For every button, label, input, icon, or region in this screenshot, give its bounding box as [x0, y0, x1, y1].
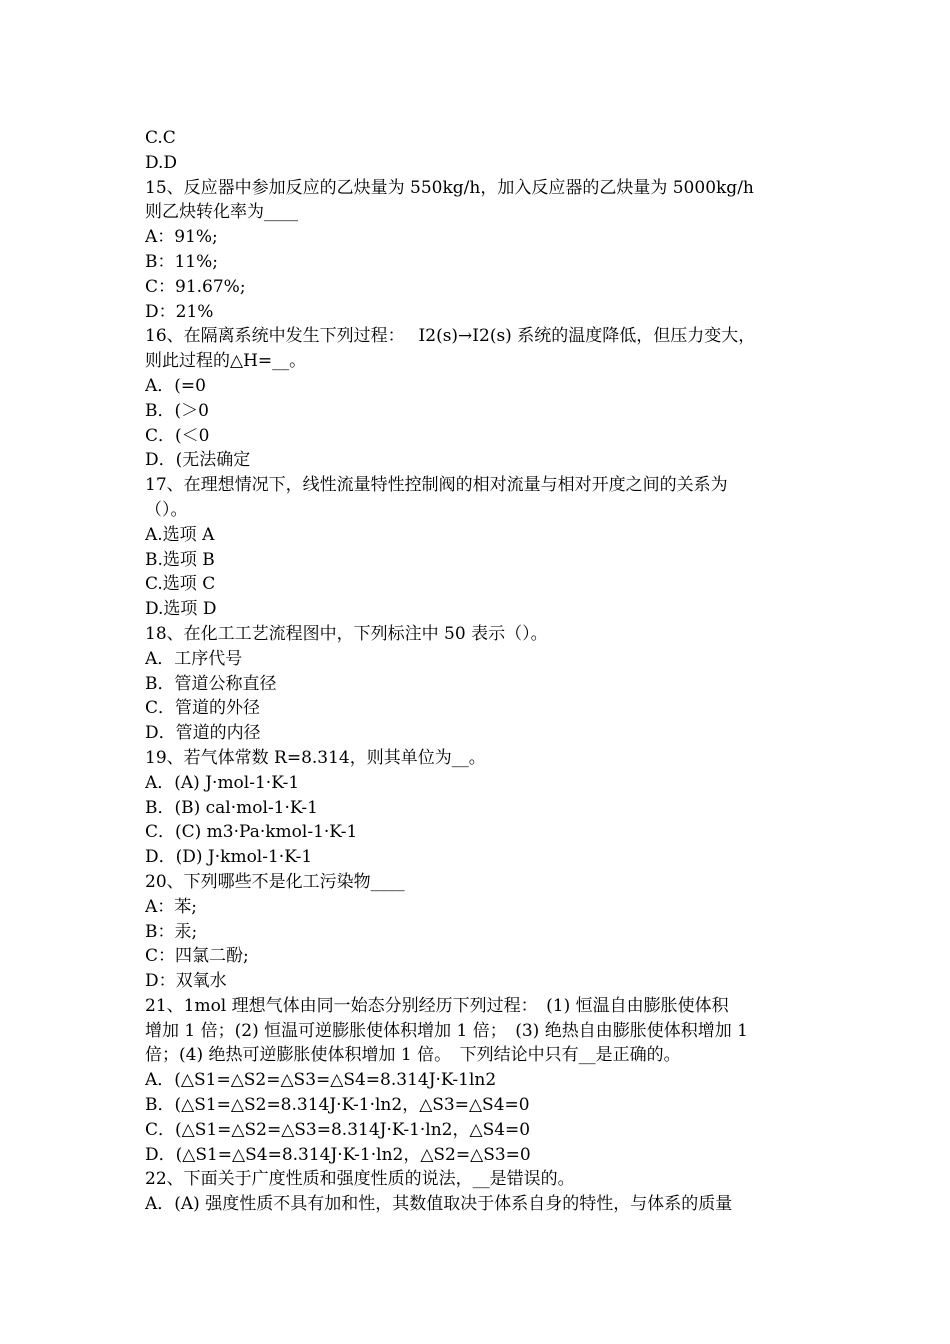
- question-20-text: 20、下列哪些不是化工污染物____: [145, 871, 405, 892]
- question-18-option-a: A．工序代号: [145, 648, 243, 669]
- question-21-text-cont-1: 增加 1 倍；(2) 恒温可逆膨胀使体积增加 1 倍； (3) 绝热自由膨胀使体积增加 1: [145, 1020, 748, 1041]
- question-17-option-c: C.选项 C: [145, 574, 216, 595]
- question-21-text-cont-2: 倍；(4) 绝热可逆膨胀使体积增加 1 倍。 下列结论中只有__是正确的。: [145, 1045, 681, 1066]
- question-21-option-a: A．(△S1=△S2=△S3=△S4=8.314J·K-1ln2: [145, 1070, 497, 1091]
- question-15-text-cont: 则乙炔转化率为____: [145, 202, 298, 223]
- question-21-option-d: D．(△S1=△S4=8.314J·K-1·ln2，△S2=△S3=0: [145, 1144, 531, 1165]
- question-16-option-d: D．(无法确定: [145, 450, 251, 471]
- question-19-text: 19、若气体常数 R=8.314，则其单位为__。: [145, 747, 486, 768]
- question-17-option-d: D.选项 D: [145, 599, 217, 620]
- question-20-option-a: A：苯;: [145, 896, 198, 917]
- question-19-option-a: A．(A) J·mol-1·K-1: [145, 772, 300, 793]
- question-22-option-a: A．(A) 强度性质不具有加和性，其数值取决于体系自身的特性，与体系的质量: [145, 1194, 733, 1215]
- question-20-option-d: D：双氧水: [145, 971, 227, 992]
- question-15-text: 15、反应器中参加反应的乙炔量为 550kg/h，加入反应器的乙炔量为 5000kg/h: [145, 177, 754, 198]
- option-d: D.D: [145, 152, 178, 173]
- question-17-text-cont: （）。: [145, 499, 188, 520]
- question-19-option-b: B．(B) cal·mol-1·K-1: [145, 797, 318, 818]
- question-18-option-c: C．管道的外径: [145, 698, 261, 719]
- question-15-option-b: B：11%;: [145, 251, 219, 272]
- question-21-text: 21、1mol 理想气体由同一始态分别经历下列过程： (1) 恒温自由膨胀使体积: [145, 995, 729, 1016]
- question-16-text: 16、在隔离系统中发生下列过程： I2(s)→I2(s) 系统的温度降低，但压力变大，: [145, 326, 756, 347]
- question-18-text: 18、在化工工艺流程图中，下列标注中 50 表示（）。: [145, 623, 548, 644]
- question-22-text: 22、下面关于广度性质和强度性质的说法，__是错误的。: [145, 1169, 575, 1190]
- question-16-option-b: B．(＞0: [145, 400, 209, 421]
- question-15-option-c: C：91.67%;: [145, 276, 246, 297]
- question-19-option-c: C．(C) m3·Pa·kmol-1·K-1: [145, 822, 358, 843]
- question-17-text: 17、在理想情况下，线性流量特性控制阀的相对流量与相对开度之间的关系为: [145, 475, 728, 496]
- question-16-option-c: C．(＜0: [145, 425, 210, 446]
- document-body: [145, 126, 815, 1217]
- question-18-option-d: D．管道的内径: [145, 723, 261, 744]
- question-17-option-b: B.选项 B: [145, 549, 215, 570]
- question-21-option-b: B．(△S1=△S2=8.314J·K-1·ln2，△S3=△S4=0: [145, 1095, 530, 1116]
- question-21-option-c: C．(△S1=△S2=△S3=8.314J·K-1·ln2，△S4=0: [145, 1119, 531, 1140]
- question-19-option-d: D．(D) J·kmol-1·K-1: [145, 847, 313, 868]
- option-c: C.C: [145, 128, 176, 148]
- question-16-option-a: A．(=0: [145, 375, 206, 396]
- question-15-option-a: A：91%;: [145, 227, 218, 248]
- question-20-option-c: C：四氯二酚;: [145, 946, 249, 967]
- question-20-option-b: B：汞;: [145, 921, 198, 942]
- question-15-option-d: D：21%: [145, 301, 214, 322]
- question-18-option-b: B．管道公称直径: [145, 673, 277, 694]
- question-17-option-a: A.选项 A: [145, 524, 215, 545]
- question-16-text-cont: 则此过程的△H=__。: [145, 351, 307, 372]
